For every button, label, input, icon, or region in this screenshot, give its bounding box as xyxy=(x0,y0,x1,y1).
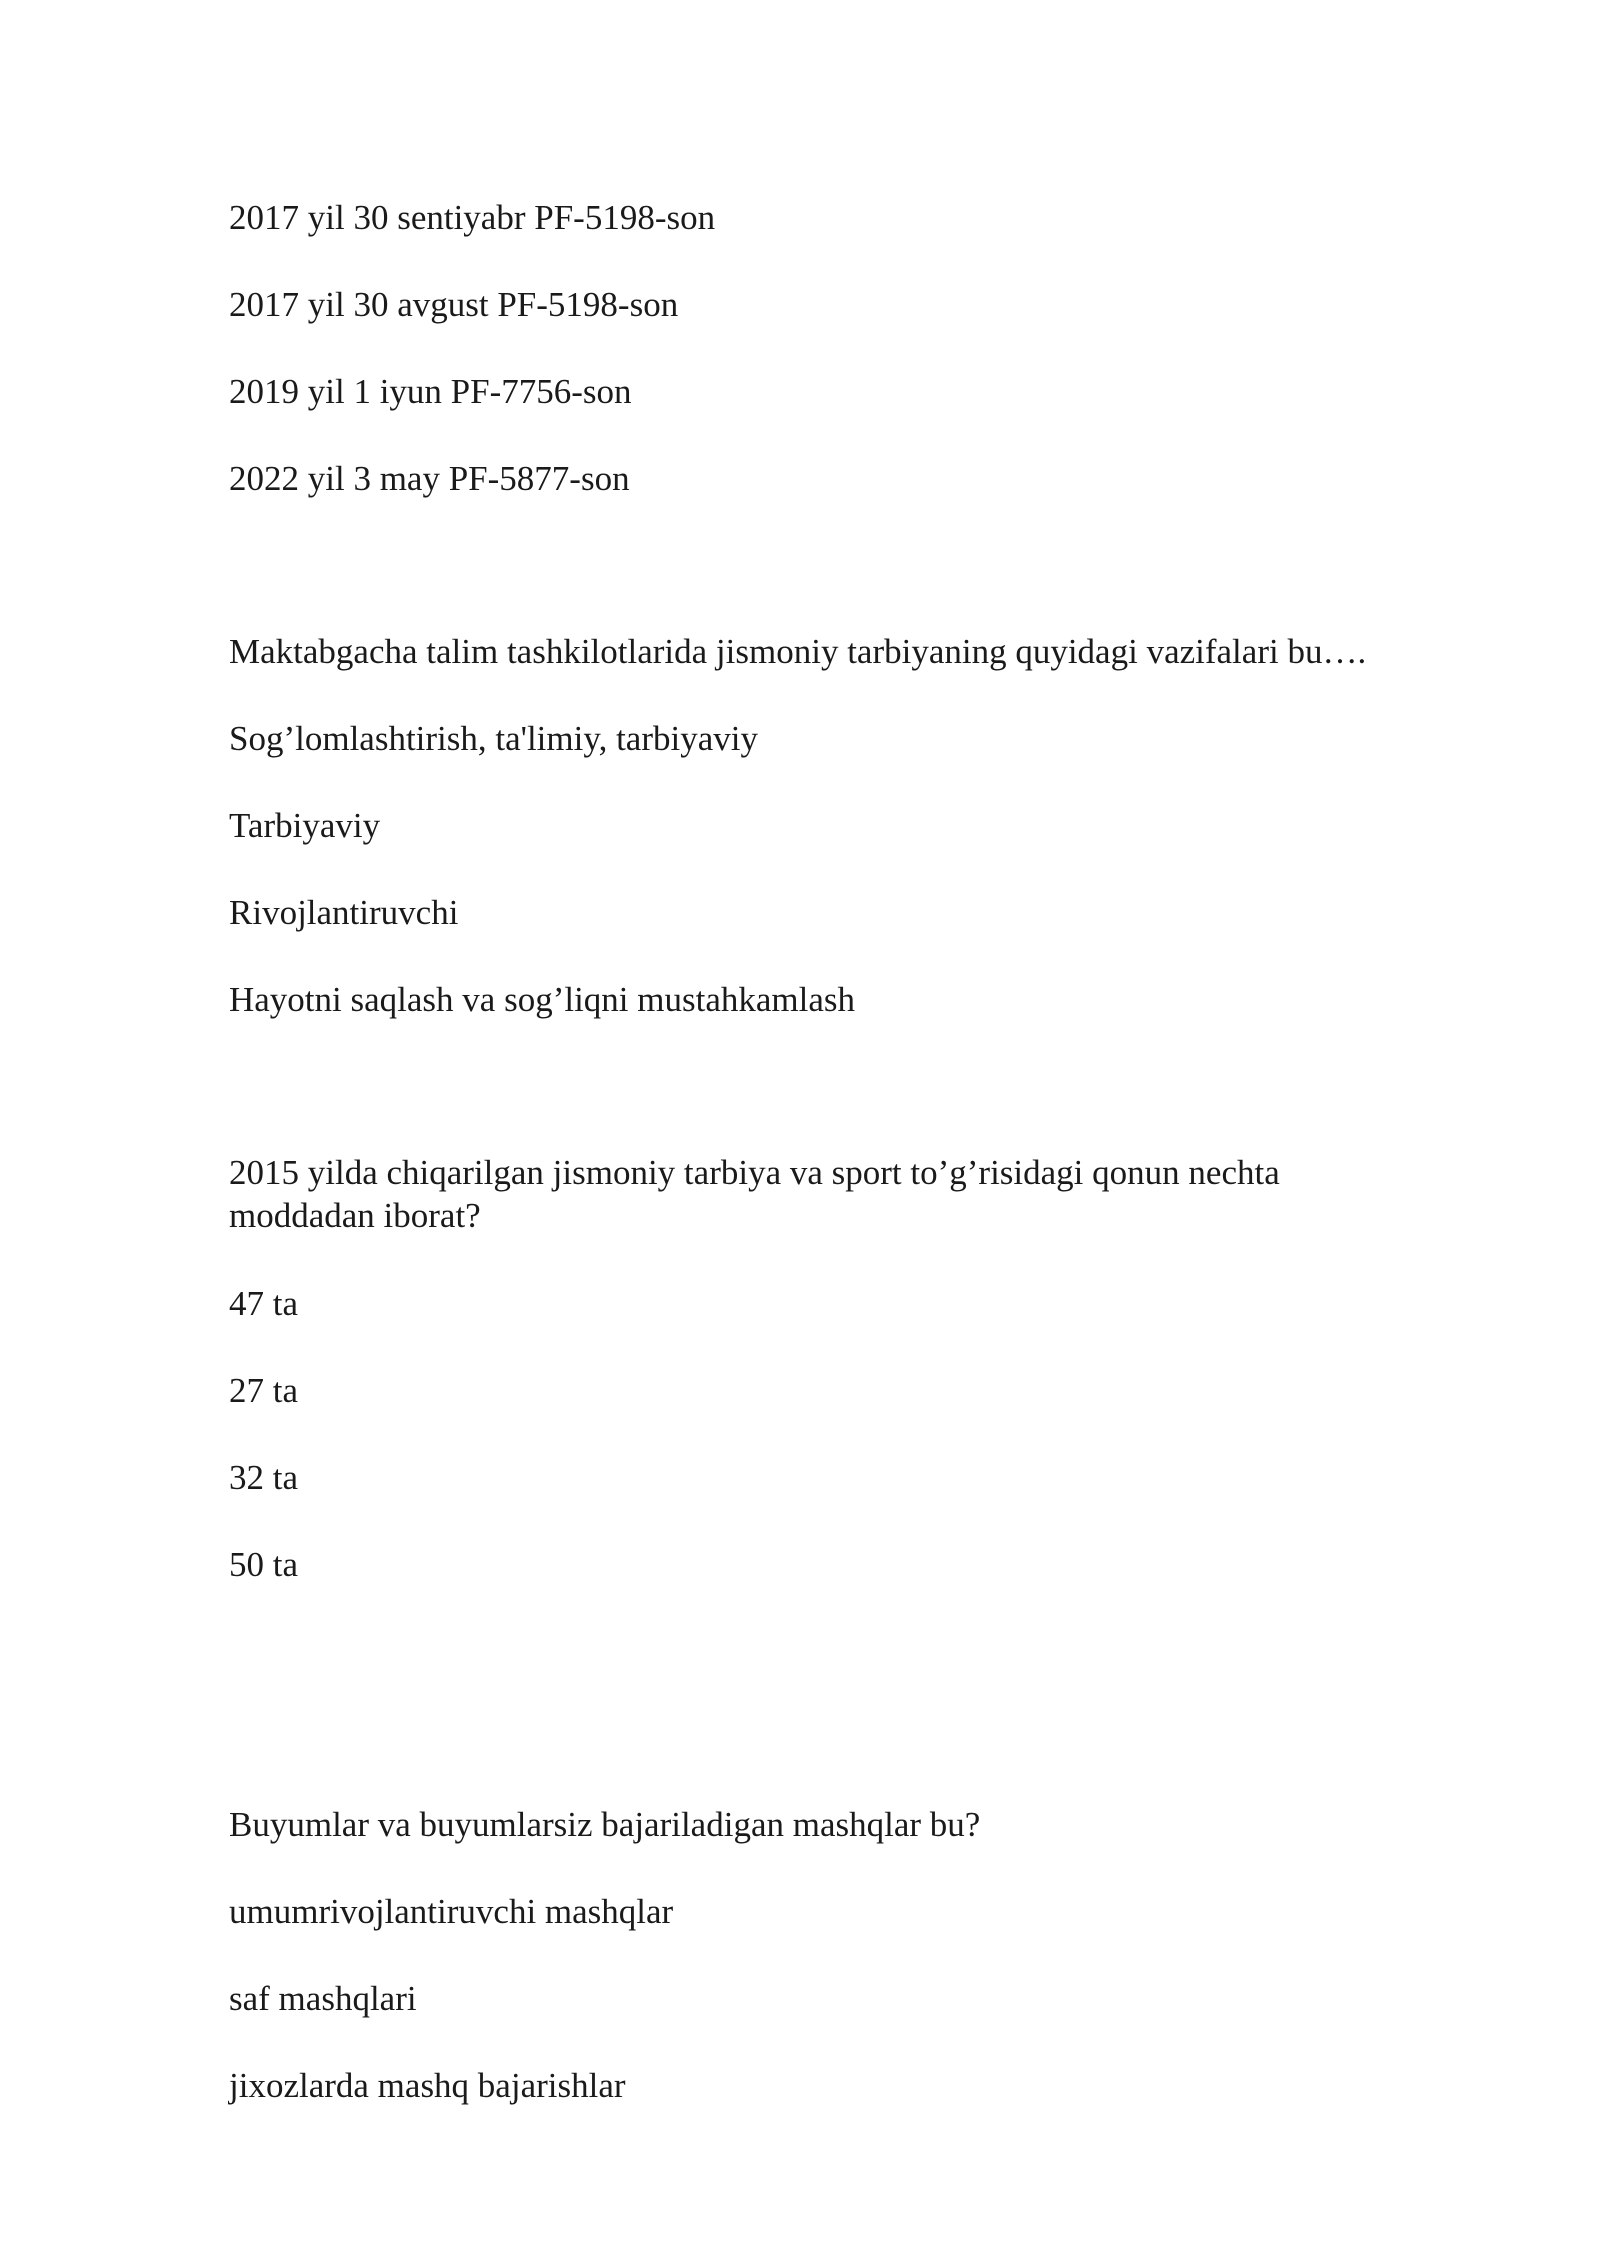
q1-option-3: Rivojlantiruvchi xyxy=(229,893,459,932)
question-1: Maktabgacha talim tashkilotlarida jismoniy tarbiyaning quyidagi vazifalari bu…. xyxy=(229,632,1367,671)
q3-option-3: jixozlarda mashq bajarishlar xyxy=(229,2066,626,2105)
q1-option-2: Tarbiyaviy xyxy=(229,806,381,845)
q3-option-1: umumrivojlantiruvchi mashqlar xyxy=(229,1892,674,1931)
q2-option-3: 32 ta xyxy=(229,1458,299,1497)
q2-option-2: 27 ta xyxy=(229,1371,299,1410)
q2-option-1: 47 ta xyxy=(229,1284,299,1323)
q1-option-1: Sog’lomlashtirish, ta'limiy, tarbiyaviy xyxy=(229,719,758,758)
question-3: Buyumlar va buyumlarsiz bajariladigan mashqlar bu? xyxy=(229,1805,981,1844)
answer-option-2: 2017 yil 30 avgust PF-5198-son xyxy=(229,285,679,324)
answer-option-4: 2022 yil 3 may PF-5877-son xyxy=(229,459,630,498)
question-2: 2015 yilda chiqarilgan jismoniy tarbiya va sport to’g’risidagi qonun nechta moddadan iborat? xyxy=(229,1153,1280,1235)
q3-option-2: saf mashqlari xyxy=(229,1979,417,2018)
q2-option-4: 50 ta xyxy=(229,1545,299,1584)
q1-option-4: Hayotni saqlash va sog’liqni mustahkamlash xyxy=(229,980,856,1019)
answer-option-1: 2017 yil 30 sentiyabr PF-5198-son xyxy=(229,198,716,237)
answer-option-3: 2019 yil 1 iyun PF-7756-son xyxy=(229,372,632,411)
